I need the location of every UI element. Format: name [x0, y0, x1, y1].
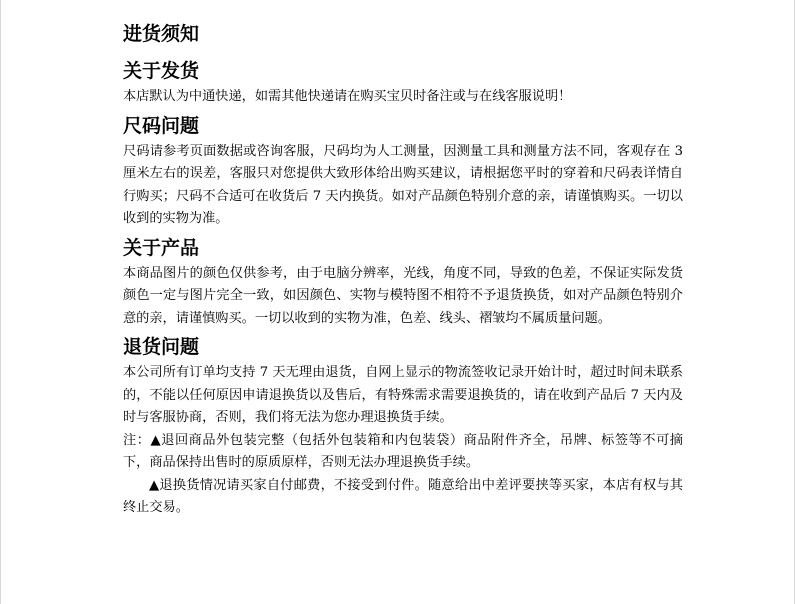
returns-note-shipping-fee: ▲退换货情况请买家自付邮费，不接受到付件。随意给出中差评要挟等买家，本店有权与其终止交易。 [123, 477, 683, 515]
section-sizing [123, 113, 683, 231]
product-paragraph: 本商品图片的颜色仅供参考，由于电脑分辨率，光线，角度不同，导致的色差，不保证实际发货颜色一定与图片完全一致，如因颜色、实物与模特图不相符不予退货换货，如对产品颜色特别介意的亲，请谨慎购买。一切以收到的实物为准，色差、线头、褶皱均不属质量问题。 [123, 265, 683, 326]
sizing-paragraph: 尺码请参考页面数据或咨询客服，尺码均为人工测量，因测量工具和测量方法不同，客观存在 3 厘米左右的误差，客服只对您提供大致形体给出购买建议，请根据您平时的穿着和尺码表详情自行购买；尺码不合适可在收货后 7 天内换货。如对产品颜色特别介意的亲，请谨慎购买。一切以收到的实物为准。 [123, 143, 683, 226]
section-shipping [123, 58, 683, 109]
returns-paragraph: 本公司所有订单均支持 7 天无理由退货，自网上显示的物流签收记录开始计时，超过时间未联系的，不能以任何原因申请退换货以及售后，有特殊需求需要退换货的，请在收到产品后 7 天内及时与客服协商，否则，我们将无法为您办理退换货手续。 [123, 365, 683, 425]
shipping-paragraph: 本店默认为中通快递，如需其他快递请在购买宝贝时备注或与在线客服说明！ [123, 89, 572, 104]
section-heading-product: 关于产品 [123, 236, 200, 259]
section-heading-returns: 退货问题 [123, 336, 200, 358]
section-heading-sizing: 尺码问题 [123, 114, 200, 137]
section-returns [123, 334, 683, 520]
returns-note: 注：▲退回商品外包装完整（包括外包装箱和内包装袋）商品附件齐全，吊牌、标签等不可摘下，商品保持出售时的原质原样，否则无法办理退换货手续。 [123, 432, 683, 470]
document-content [123, 20, 683, 524]
section-product [123, 235, 683, 331]
document-title: 进货须知 [123, 23, 200, 45]
section-heading-shipping: 关于发货 [123, 60, 200, 82]
